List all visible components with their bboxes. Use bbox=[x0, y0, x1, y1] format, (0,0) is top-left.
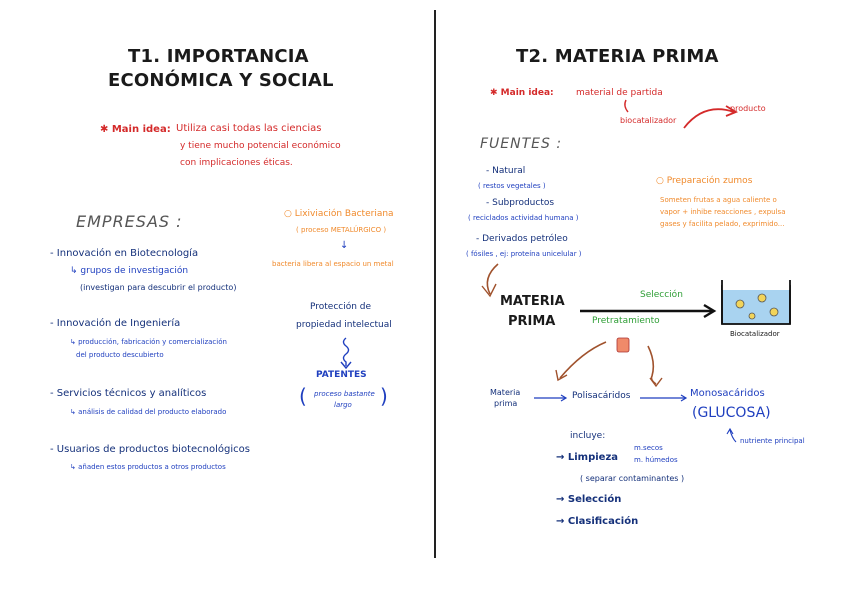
flow-materia-line2: prima bbox=[494, 399, 518, 408]
fuente-3-title: - Derivados petróleo bbox=[476, 234, 568, 244]
m-secos: m.secos bbox=[634, 444, 663, 452]
main-idea-connector bbox=[625, 100, 628, 112]
lixiviacion-result: bacteria libera al espacio un metal bbox=[272, 260, 394, 268]
patentes-sub1: proceso bastante bbox=[314, 390, 375, 398]
empresa-item-2-title: - Innovación de Ingeniería bbox=[50, 318, 181, 329]
zumos-line2: vapor + inhibe reacciones , expulsa bbox=[660, 208, 786, 216]
nutriente-arrow bbox=[730, 430, 736, 442]
empresa-item-4-sub1: ↳ añaden estos productos a otros productos bbox=[70, 463, 226, 471]
left-main-idea-line2: y tiene mucho potencial económico bbox=[180, 141, 341, 151]
pretratamiento-label: Pretratamiento bbox=[592, 316, 660, 326]
empresa-item-1-sub1: ↳ grupos de investigación bbox=[70, 266, 189, 276]
proteccion-line1: Protección de bbox=[310, 302, 372, 312]
materia-prima-line1: MATERIA bbox=[500, 294, 565, 309]
empresas-heading: EMPRESAS : bbox=[76, 212, 183, 231]
right-title: T2. MATERIA PRIMA bbox=[516, 46, 719, 67]
right-main-idea-label: ✱ Main idea: bbox=[490, 88, 554, 98]
zumos-line1: Someten frutas a agua caliente o bbox=[660, 196, 777, 204]
right-biocatalizador: biocatalizador bbox=[620, 116, 677, 125]
right-main-idea-text: material de partida bbox=[576, 88, 663, 98]
fuente-2-sub: ( reciclados actividad humana ) bbox=[468, 214, 579, 222]
left-main-idea-line1: Utiliza casi todas las ciencias bbox=[176, 123, 322, 134]
limpieza-sub: ( separar contaminantes ) bbox=[580, 474, 685, 483]
left-main-idea-line3: con implicaciones éticas. bbox=[180, 158, 293, 168]
pretratamiento-right-arrow bbox=[648, 346, 656, 384]
biocatalizador-beaker bbox=[722, 286, 790, 324]
polisacaridos: Polisacáridos bbox=[572, 391, 631, 401]
fuente-2-title: - Subproductos bbox=[486, 198, 555, 208]
producto-curve-arrow bbox=[684, 109, 734, 128]
materia-prima-line2: PRIMA bbox=[508, 314, 556, 329]
zumos-line3: gases y facilita pelado, exprimido... bbox=[660, 220, 785, 228]
fuente-1-sub: ( restos vegetales ) bbox=[478, 182, 546, 190]
left-title-line2: ECONÓMICA Y SOCIAL bbox=[108, 70, 334, 91]
empresa-item-2-sub2: del producto descubierto bbox=[76, 351, 164, 359]
cell-icon bbox=[758, 294, 766, 302]
lixiviacion-sub: ( proceso METALÚRGICO ) bbox=[296, 226, 387, 234]
patentes: PATENTES bbox=[316, 370, 367, 380]
patentes-paren-close: ) bbox=[380, 384, 388, 408]
incluye-label: incluye: bbox=[570, 431, 606, 441]
fuentes-heading: FUENTES : bbox=[480, 136, 563, 152]
left-title-line1: T1. IMPORTANCIA bbox=[128, 46, 309, 67]
cell-icon bbox=[770, 308, 778, 316]
lixiviacion-title: ○ Lixiviación Bacteriana bbox=[284, 209, 394, 219]
cell-icon bbox=[736, 300, 744, 308]
cell-icon bbox=[749, 313, 755, 319]
seleccion-item: → Selección bbox=[556, 494, 622, 505]
proteccion-line2: propiedad intelectual bbox=[296, 320, 392, 330]
flow-materia-line1: Materia bbox=[490, 388, 521, 397]
seleccion-label: Selección bbox=[640, 290, 683, 300]
fuente-1-title: - Natural bbox=[486, 166, 526, 176]
pretratamiento-icon bbox=[617, 338, 629, 352]
empresa-item-3-title: - Servicios técnicos y analíticos bbox=[50, 388, 207, 399]
nutriente-principal: nutriente principal bbox=[740, 437, 805, 445]
m-humedos: m. húmedos bbox=[634, 456, 678, 464]
patentes-sub2: largo bbox=[334, 401, 352, 409]
proteccion-squiggle-arrow bbox=[344, 338, 349, 366]
right-producto: producto bbox=[730, 104, 766, 113]
empresa-item-4-title: - Usuarios de productos biotecnológicos bbox=[50, 444, 250, 455]
biocatalizador-label: Biocatalizador bbox=[730, 330, 780, 338]
empresa-item-3-sub1: ↳ análisis de calidad del producto elaborado bbox=[70, 408, 227, 416]
empresa-item-1-title: - Innovación en Biotecnología bbox=[50, 248, 199, 259]
empresa-item-1-sub2: (investigan para descubrir el producto) bbox=[80, 283, 237, 292]
limpieza-item: → Limpieza bbox=[556, 452, 619, 463]
fuente-3-sub: ( fósiles , ej: proteína unicelular ) bbox=[466, 250, 582, 258]
zumos-title: ○ Preparación zumos bbox=[656, 176, 753, 186]
left-main-idea-label: ✱ Main idea: bbox=[100, 124, 171, 135]
pretratamiento-left-arrow bbox=[560, 342, 606, 378]
monosacaridos: Monosacáridos bbox=[690, 388, 765, 399]
clasificacion-item: → Clasificación bbox=[556, 516, 639, 527]
lixiviacion-arrow: ↓ bbox=[340, 240, 349, 251]
patentes-paren-open: ( bbox=[299, 384, 307, 408]
empresa-item-2-sub1: ↳ producción, fabricación y comercialización bbox=[70, 338, 227, 346]
glucosa: (GLUCOSA) bbox=[692, 405, 771, 421]
